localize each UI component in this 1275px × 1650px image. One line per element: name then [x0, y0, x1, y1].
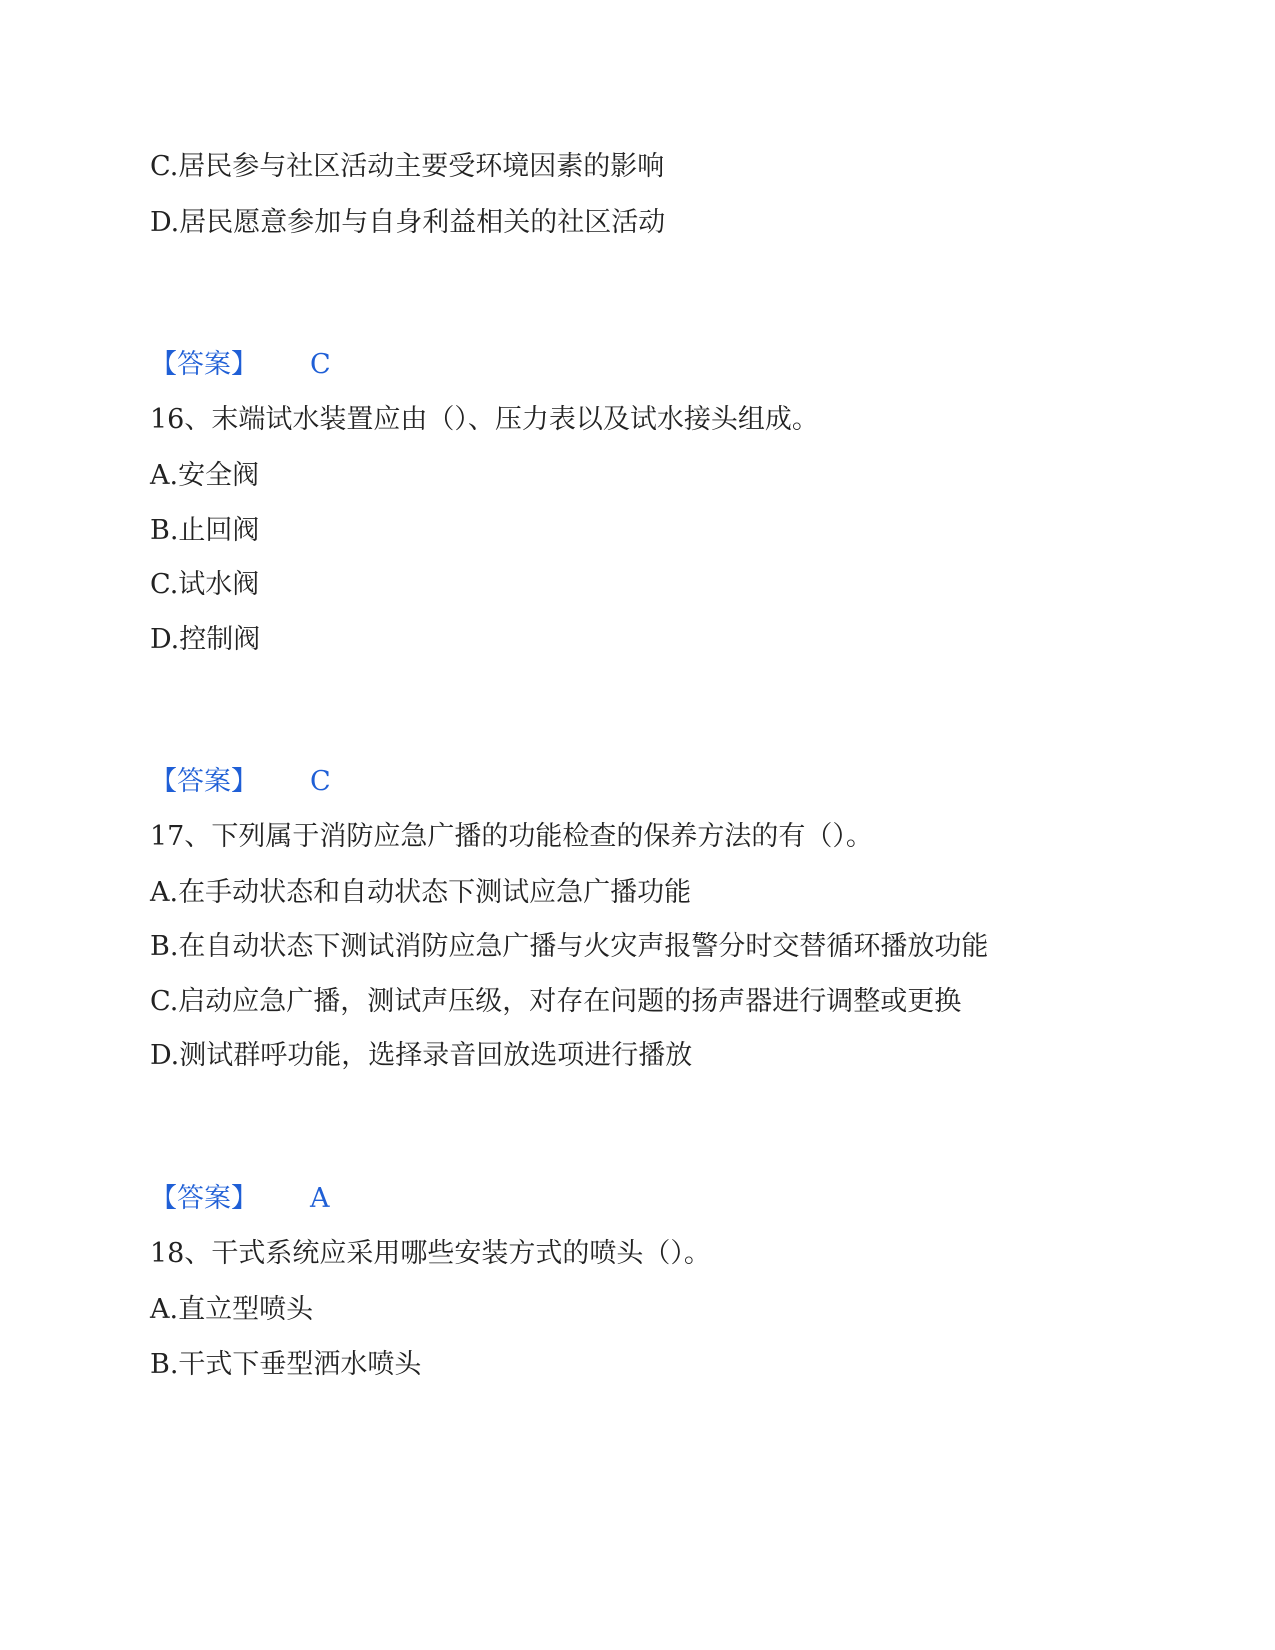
option-b: B.在自动状态下测试消防应急广播与火灾声报警分时交替循环播放功能 [150, 931, 989, 962]
answer-value: A [310, 1183, 330, 1214]
answer-line [150, 765, 331, 799]
answer-label: 【答案】 [150, 349, 258, 380]
option-a: A.在手动状态和自动状态下测试应急广播功能 [150, 877, 692, 908]
answer-line [150, 348, 331, 382]
option-d: D.控制阀 [150, 624, 261, 655]
option-d: D.测试群呼功能，选择录音回放选项进行播放 [150, 1040, 693, 1071]
answer-label: 【答案】 [150, 1183, 258, 1214]
question-stem: 18、干式系统应采用哪些安装方式的喷头（）。 [150, 1238, 711, 1269]
option-a: A.直立型喷头 [150, 1294, 314, 1325]
option-c: C.居民参与社区活动主要受环境因素的影响 [150, 151, 665, 182]
option-b: B.止回阀 [150, 515, 260, 546]
question-stem: 17、下列属于消防应急广播的功能检查的保养方法的有（）。 [150, 821, 873, 852]
option-d: D.居民愿意参加与自身利益相关的社区活动 [150, 207, 666, 238]
option-a: A.安全阀 [150, 460, 260, 491]
question-stem: 16、末端试水装置应由（）、压力表以及试水接头组成。 [150, 404, 819, 435]
option-c: C.启动应急广播，测试声压级，对存在问题的扬声器进行调整或更换 [150, 986, 962, 1017]
answer-value: C [310, 766, 331, 797]
option-c: C.试水阀 [150, 569, 260, 600]
answer-label: 【答案】 [150, 766, 258, 797]
answer-line [150, 1182, 330, 1216]
answer-value: C [310, 349, 331, 380]
option-b: B.干式下垂型洒水喷头 [150, 1349, 422, 1380]
